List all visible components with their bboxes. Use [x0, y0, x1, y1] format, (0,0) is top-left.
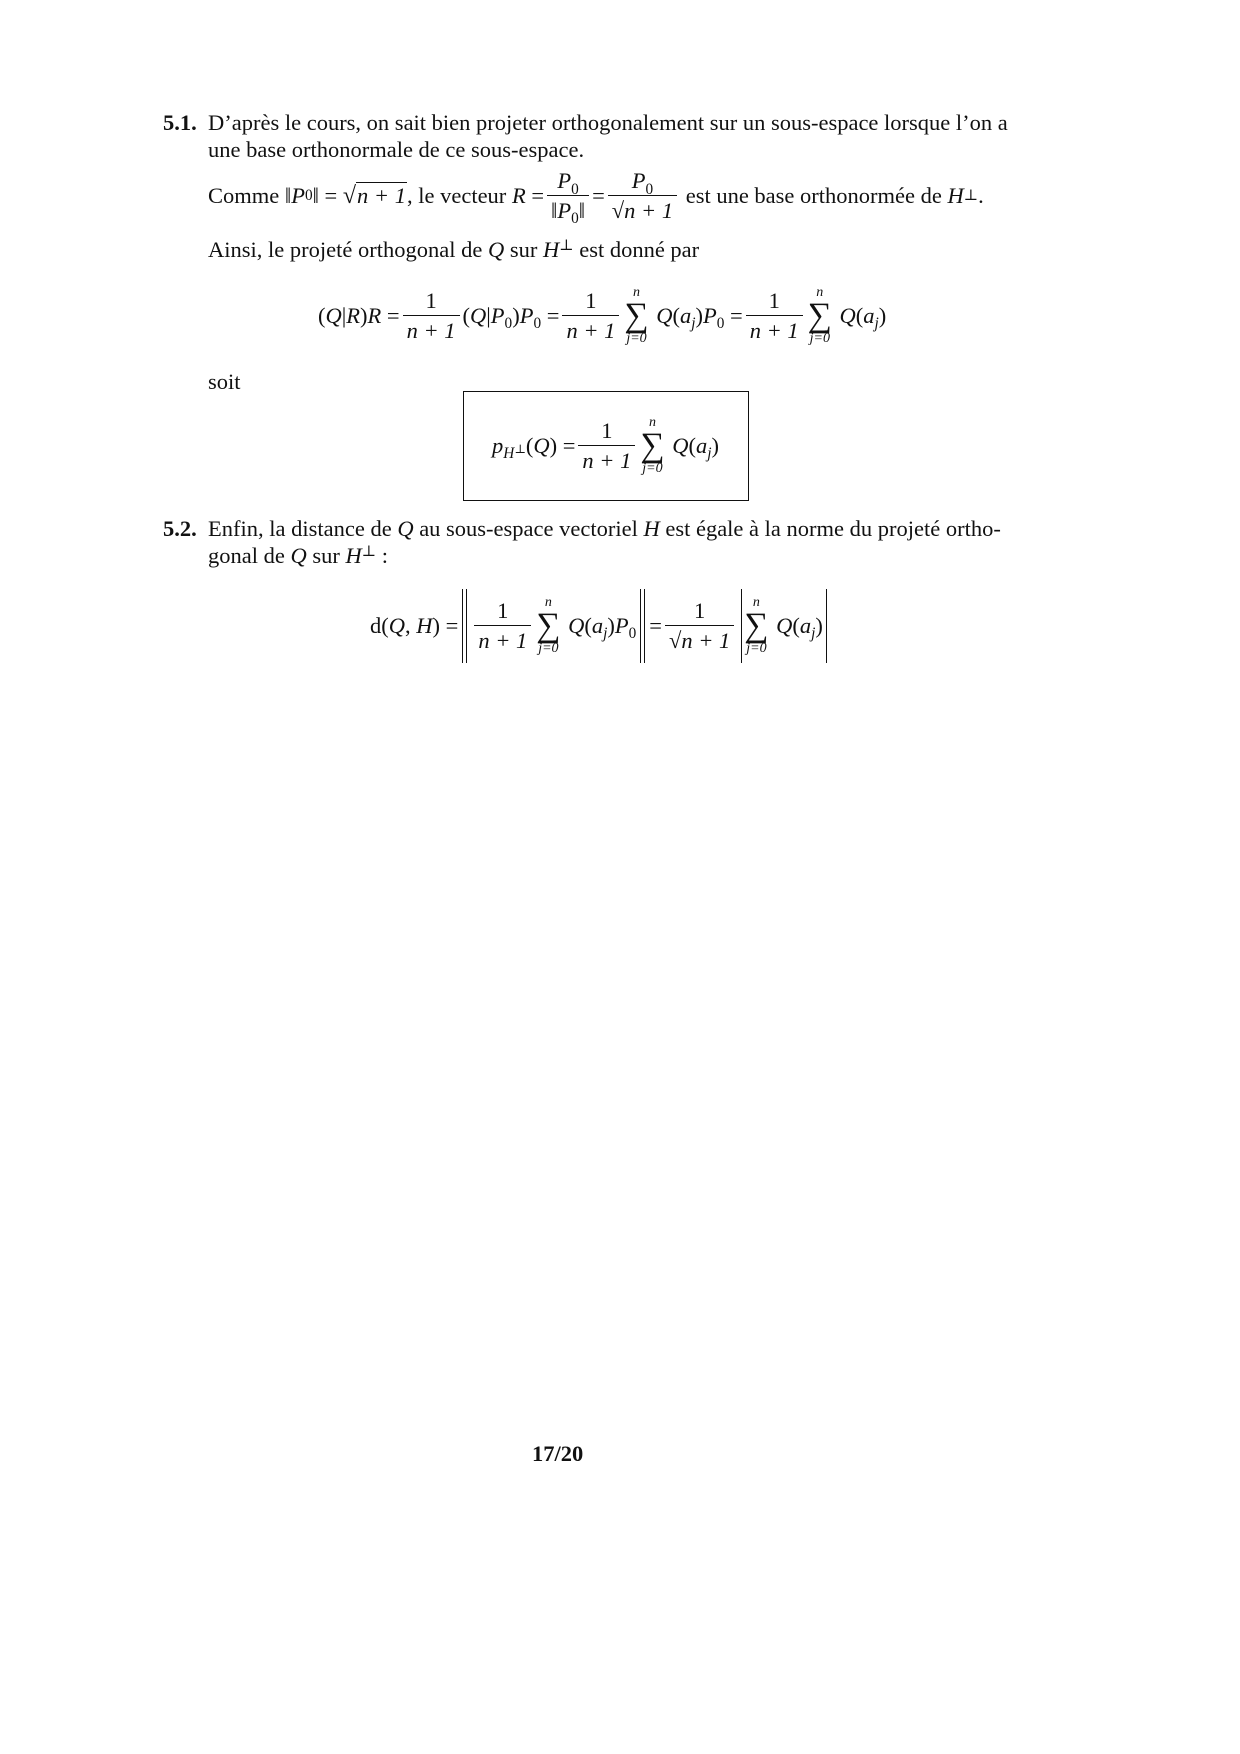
paragraph-line: D’après le cours, on sait bien projeter orthogonalement sur un sous-espace lorsque l’on a — [208, 110, 1008, 135]
page-number: 17/20 — [532, 1441, 584, 1466]
paragraph-line: Enfin, la distance de Q au sous-espace vectoriel H est égale à la norme du projeté ortho- — [208, 516, 1001, 541]
paragraph-line: gonal de Q sur H⊥ : — [208, 543, 389, 568]
comme-line: Comme ‖ P 0 ‖ = √n + 1 , le vecteur R = $\frac{P_0}{‖P_0‖}$ = $\frac{P_0}{√n + 1}$ est une base orthonormée de H ⊥ . — [208, 168, 984, 228]
le-vecteur-text: , le vecteur — [406, 183, 507, 208]
fraction-r-sqrt: $\frac{P_0}{√n + 1}$ — [608, 169, 677, 222]
fraction-r: $\frac{P_0}{‖P_0‖}$ — [547, 169, 589, 222]
ainsi-line: Ainsi, le projeté orthogonal de Q sur H⊥ est donné par — [208, 237, 700, 262]
comme-text: Comme ‖ — [208, 183, 292, 208]
projection-equation: (Q|R)R = $\frac{1}{n + 1}$ $(Q|P_0)P_0$ = $\frac{1}{n + 1}$ n ∑ j=0 $Q(a_j)P_0$ = $\frac{1}{n + 1}$ n ∑ j=0 $Q(a_j)$ — [318, 284, 887, 347]
paragraph-line: une base orthonormale de ce sous-espace. — [208, 137, 585, 162]
item-number-5-2: 5.2. — [163, 516, 197, 541]
sqrt-expression: √n + 1 — [342, 182, 406, 209]
boxed-formula: $p_{H^\perp}(Q)$ = $\frac{1}{n + 1}$ n ∑ j=0 $Q(a_j)$ — [492, 414, 719, 477]
base-text: est une base orthonormée de — [685, 183, 942, 208]
soit-text: soit — [208, 369, 241, 394]
item-number-5-1: 5.1. — [163, 110, 197, 135]
distance-equation: d(Q, H) = $\frac{1}{n + 1}$ n ∑ j=0 $Q(a_j)P_0$ = $\frac{1}{√n + 1}$ n ∑ j=0 $Q(a_j)$ — [370, 588, 827, 664]
